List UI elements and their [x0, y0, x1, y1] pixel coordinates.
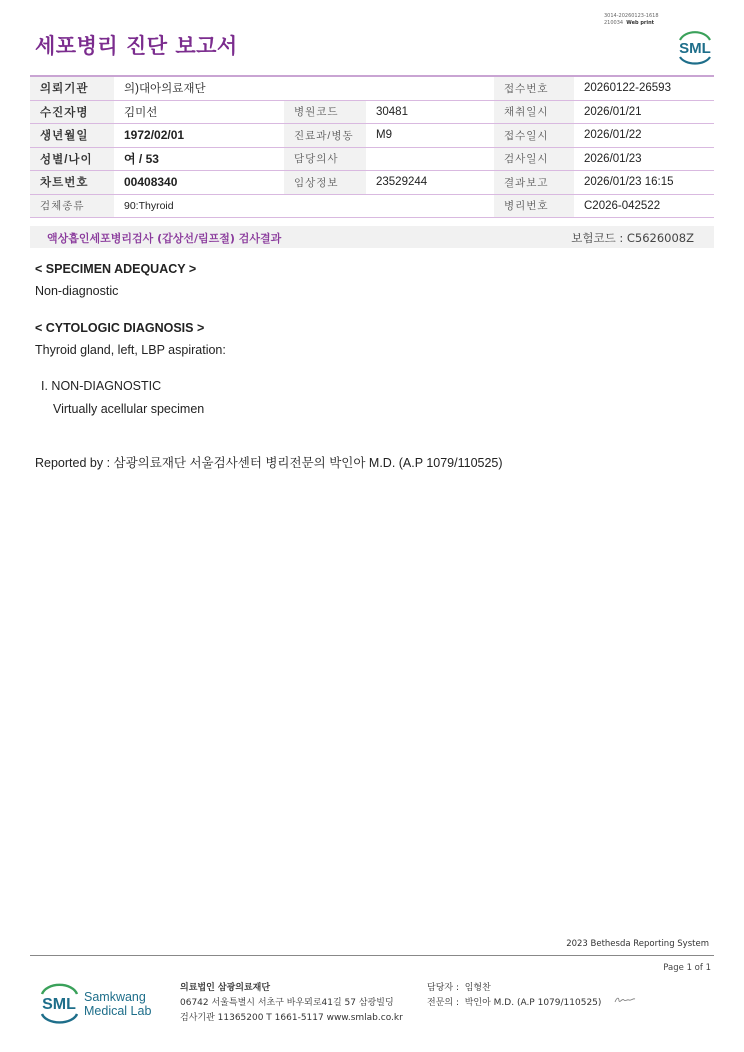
table-row [30, 76, 714, 100]
diagnosis-category: I. NON-DIAGNOSTIC [41, 379, 162, 393]
label-test-date: 검사일시 [494, 147, 574, 171]
web-print-label: Web print [626, 20, 655, 26]
value-pathology-number: C2026-042522 [574, 194, 714, 218]
print-code [604, 13, 659, 27]
specimen-adequacy-heading: < SPECIMEN ADEQUACY > [35, 262, 197, 276]
label-sex-age: 성별/나이 [30, 147, 114, 171]
label-department: 진료과/병동 [284, 124, 366, 148]
label-collection-date: 채취일시 [494, 100, 574, 124]
specimen-adequacy-value: Non-diagnostic [35, 284, 119, 298]
label-requesting-institution: 의뢰기관 [30, 76, 114, 100]
signature-icon [614, 995, 636, 1005]
footer-org: 의료법인 삼광의료재단 [180, 983, 271, 993]
table-row [30, 171, 714, 195]
diagnosis-detail: Virtually acellular specimen [53, 402, 205, 416]
print-code-line2: 210034 [604, 20, 624, 26]
label-clinical-info: 임상정보 [284, 171, 366, 195]
sml-logo-icon [674, 26, 716, 66]
staff-name: 임형찬 [464, 983, 491, 993]
label-pathology-number: 병리번호 [494, 194, 574, 218]
patient-info-table [30, 75, 714, 218]
value-test-date: 2026/01/23 [574, 147, 714, 171]
value-collection-date: 2026/01/21 [574, 100, 714, 124]
value-requesting-institution: 의)대아의료재단 [114, 76, 494, 100]
label-birth-date: 생년월일 [30, 124, 114, 148]
brand-line1: Samkwang [84, 990, 146, 1004]
label-specimen-type: 검체종류 [30, 194, 114, 218]
value-receipt-number: 20260122-26593 [574, 76, 714, 100]
diagnosis-site: Thyroid gland, left, LBP aspiration: [35, 343, 226, 357]
value-department: M9 [366, 124, 494, 148]
footer-address: 06742 서울특별시 서초구 바우뫼로41길 57 삼광빌딩 [180, 998, 394, 1008]
result-section-title: 액상흡인세포병리검사 (갑상선/림프절) 검사결과 [47, 232, 282, 245]
table-row [30, 124, 714, 148]
footer-staff-block [427, 981, 601, 1011]
table-row [30, 147, 714, 171]
value-receipt-date: 2026/01/22 [574, 124, 714, 148]
page-number: Page 1 of 1 [663, 963, 711, 973]
footer-contact: 검사기관 11365200 T 1661-5117 www.smlab.co.kr [180, 1013, 403, 1023]
label-chart-number: 차트번호 [30, 171, 114, 195]
label-physician: 담당의사 [284, 147, 366, 171]
table-row [30, 100, 714, 124]
reporting-system: 2023 Bethesda Reporting System [566, 939, 709, 949]
value-specimen-type: 90:Thyroid [114, 194, 494, 218]
brand-name [84, 990, 151, 1018]
footer-address-block [180, 981, 403, 1026]
sml-footer-logo-icon [37, 980, 81, 1026]
brand-line2: Medical Lab [84, 1004, 152, 1018]
insurance-code: 보험코드 : C5626008Z [571, 231, 694, 245]
label-receipt-number: 접수번호 [494, 76, 574, 100]
cytologic-diagnosis-heading: < CYTOLOGIC DIAGNOSIS > [35, 321, 205, 335]
specialist-label: 전문의 : [427, 998, 459, 1008]
label-hospital-code: 병원코드 [284, 100, 366, 124]
reported-by: Reported by : 삼광의료재단 서울검사센터 병리전문의 박인아 M.D. (A.P 1079/110525) [35, 456, 503, 470]
svg-text:SML: SML [679, 40, 711, 57]
label-receipt-date: 접수일시 [494, 124, 574, 148]
label-result-report: 결과보고 [494, 171, 574, 195]
table-row [30, 194, 714, 218]
value-chart-number: 00408340 [114, 171, 284, 195]
label-patient-name: 수진자명 [30, 100, 114, 124]
value-sex-age: 여 / 53 [114, 147, 284, 171]
value-hospital-code: 30481 [366, 100, 494, 124]
svg-text:SML: SML [42, 996, 76, 1013]
specialist-name: 박인아 M.D. (A.P 1079/110525) [464, 998, 602, 1008]
value-patient-name: 김미선 [114, 100, 284, 124]
report-title: 세포병리 진단 보고서 [35, 34, 238, 58]
footer-divider [30, 955, 714, 956]
value-birth-date: 1972/02/01 [114, 124, 284, 148]
print-code-line1: 3014-20260123-1618 [604, 13, 659, 19]
value-result-report: 2026/01/23 16:15 [574, 171, 714, 195]
value-clinical-info: 23529244 [366, 171, 494, 195]
result-section-bar [30, 226, 714, 248]
staff-label: 담당자 : [427, 983, 459, 993]
value-physician [366, 147, 494, 171]
